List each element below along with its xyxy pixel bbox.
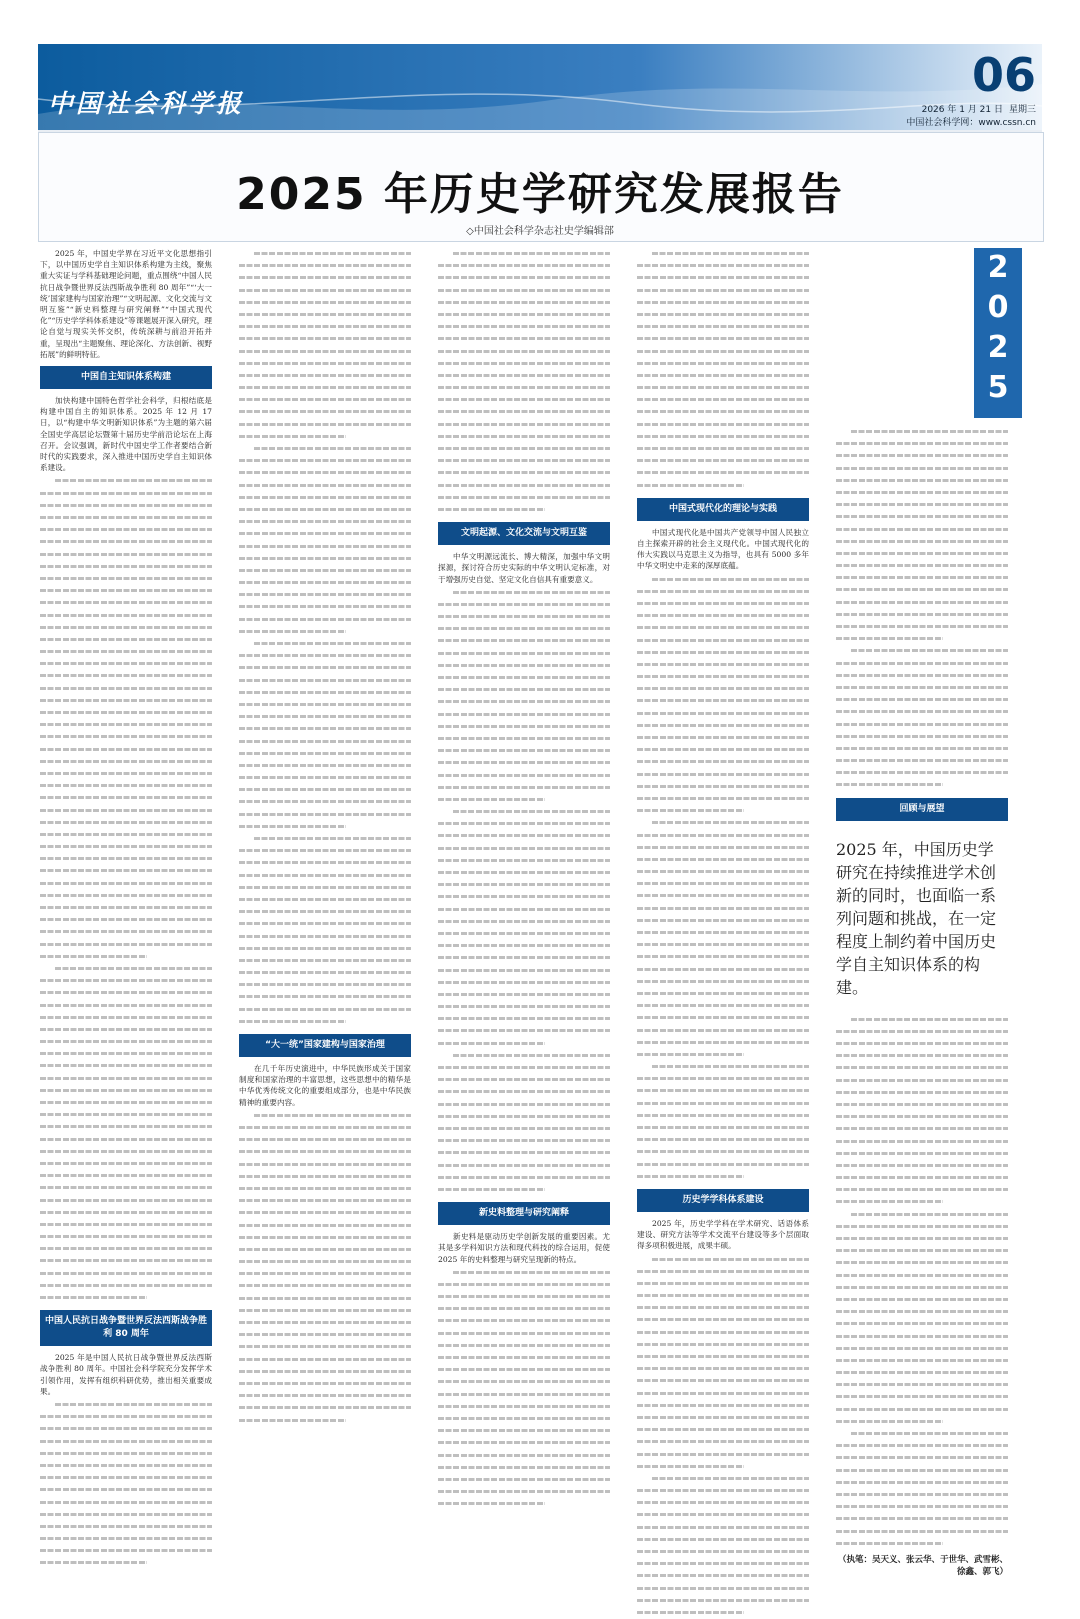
column-3 <box>438 248 610 1498</box>
section-heading: 文明起源、文化交流与文明互鉴 <box>438 522 610 545</box>
body-text-block <box>239 1110 411 1427</box>
year-digit: 2 <box>987 250 1009 285</box>
section-lead: 2025 年，历史学学科在学术研究、话语体系建设、研究方法等学术交流平台建设等多个层面取得多项积极进展，成果丰硕。 <box>637 1218 809 1251</box>
issue-weekday: 星期三 <box>1008 105 1036 115</box>
article-body <box>40 248 1008 1577</box>
website: 中国社会科学网：www.cssn.cn <box>906 118 1036 128</box>
year-digit: 5 <box>987 370 1009 405</box>
section-heading: 中国人民抗日战争暨世界反法西斯战争胜利 80 周年 <box>40 1310 212 1346</box>
section-lead: 加快构建中国特色哲学社会科学，归根结底是构建中国自主的知识体系。2025 年 12 月 17 日，以“构建中华文明新知识体系”为主题的第六届全国史学高层论坛暨第十届历史学前沿论坛在上海召开。会议强调，新时代中国史学工作者要结合新时代的实践要求，深入推进中国历史学自主知识体系建设。 <box>40 396 212 473</box>
section-lead: 中国式现代化是中国共产党领导中国人民独立自主探索开辟的社会主义现代化。中国式现代化的伟大实践以马克思主义为指导，也具有 5000 多年中华文明史中走来的深厚底蕴。 <box>637 527 809 571</box>
section-lead: 2025 年，中国历史学研究在持续推进学术创新的同时，也面临一系列问题和挑战，在一定程度上制约着中国历史学自主知识体系的构建。 <box>836 839 997 997</box>
column-5 <box>836 248 1008 1577</box>
section-lead: 中华文明源远流长、博大精深，加强中华文明探源，探讨符合历史实际的中华文明认定标准，对于增强历史自觉、坚定文化自信具有重要意义。 <box>438 552 610 584</box>
section-lead: 新史料是驱动历史学创新发展的重要因素。尤其是多学科知识方法和现代科技的综合运用，促使 2025 年的史料整理与研究呈现新的特点。 <box>438 1232 610 1264</box>
section-lead: 2025 年是中国人民抗日战争暨世界反法西斯战争胜利 80 周年。中国社会科学院充分发挥学术引领作用，发挥有组织科研优势，推出相关重要成果。 <box>40 1353 212 1396</box>
article-title: 2025 年历史学研究发展报告 <box>236 169 844 220</box>
section-heading: 中国自主知识体系构建 <box>40 366 212 389</box>
issue-date: 2026 年 1 月 21 日 <box>921 105 1003 115</box>
body-text-block <box>239 248 411 1028</box>
year-digit: 0 <box>987 290 1009 325</box>
section-lead: 在几千年历史演进中，中华民族形成关于国家制度和国家治理的丰富思想，这些思想中的精华是中华优秀传统文化的重要组成部分，也是中华民族精神的重要内容。 <box>239 1064 411 1107</box>
body-text-block <box>637 574 809 1183</box>
column-1 <box>40 248 212 1498</box>
body-text-block <box>637 248 809 492</box>
body-text-block <box>836 1014 1008 1550</box>
body-text-block <box>438 248 610 516</box>
intro-paragraph: 2025 年，中国史学界在习近平文化思想指引下，以中国历史学自主知识体系构建为主线，聚焦重大实证与学科基础理论问题，重点围绕“中国人民抗日战争暨世界反法西斯战争胜利 80 周年”“‘大一统’国家建构与国家治理”“文明起源、文化交流与文明互鉴”“新史料整理与研究阐释”“中国式现代化”“历史学学科体系建设”等课题展开深入研究，理论自觉与现实关怀交织，传统深耕与前沿开拓并重，呈现出“主题聚焦、理论深化、方法创新、视野拓展”的鲜明特征。 <box>40 249 212 359</box>
body-text-block <box>40 475 212 1304</box>
body-text-block <box>438 587 610 1196</box>
body-text-block <box>637 1254 809 1619</box>
section-heading: 回顾与展望 <box>836 798 1008 821</box>
year-digit: 2 <box>987 330 1009 365</box>
section-heading: 新史料整理与研究阐释 <box>438 1202 610 1225</box>
body-text-block <box>40 1399 212 1570</box>
body-text-block <box>836 426 1008 792</box>
dateline <box>906 104 1036 130</box>
article-authors: （执笔：吴天义、张云华、于世华、武雪彬、徐鑫、郭飞） <box>837 1554 1008 1577</box>
column-2 <box>239 248 411 1498</box>
article-byline: ◇中国社会科学杂志社史学编辑部 <box>466 226 614 237</box>
page-number: 06 <box>971 48 1036 102</box>
column-4 <box>637 248 809 1498</box>
section-heading: 历史学学科体系建设 <box>637 1189 809 1212</box>
section-heading: “大一统”国家建构与国家治理 <box>239 1034 411 1057</box>
body-text-block <box>438 1267 610 1511</box>
newspaper-name: 中国社会科学报 <box>48 89 245 118</box>
section-heading: 中国式现代化的理论与实践 <box>637 498 809 521</box>
